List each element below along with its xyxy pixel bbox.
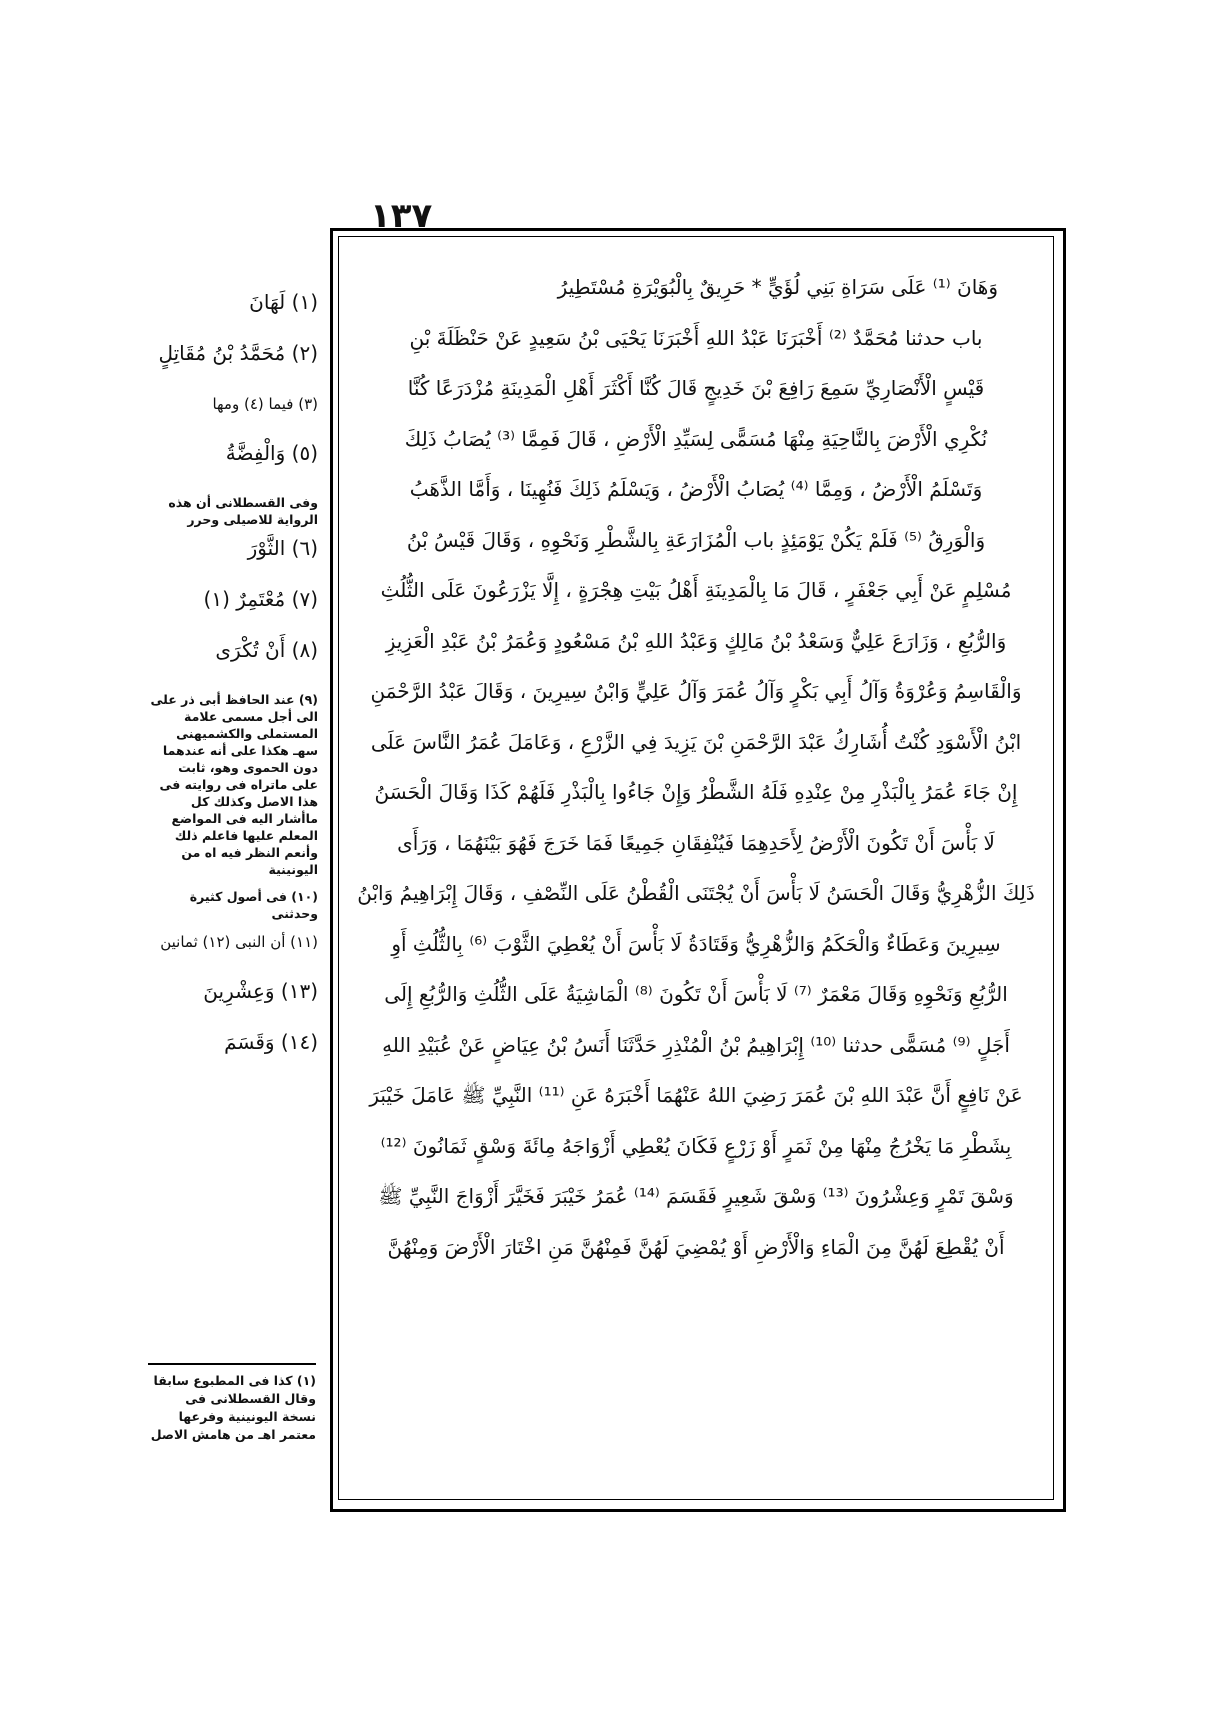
main-line-9: وَالْقَاسِمُ وَعُرْوَةُ وَآلُ أَبِي بَكْرٍ وَآلُ عُمَرَ وَآلُ عَلِيٍّ وَابْنُ سِيرِينَ ، وَقَالَ عَبْدُ الرَّحْمَنِ <box>370 679 1022 703</box>
margin-note-13: (١٣) وَعِشْرِينَ <box>203 979 318 1003</box>
main-line-14: سِيرِينَ وَعَطَاءٌ وَالْحَكَمُ وَالزُّهْرِيُّ وَقَتَادَةُ لَا بَأْسَ أَنْ يُعْطِيَ الثَّوْبَ ⁽⁶⁾ بِالثُّلُثِ أَوِ <box>391 931 1001 956</box>
main-line-7: مُسْلِمٍ عَنْ أَبِي جَعْفَرٍ ، قَالَ مَا بِالْمَدِينَةِ أَهْلُ بَيْتِ هِجْرَةٍ ، إِلَّا يَزْرَعُونَ عَلَى الثُّلُثِ <box>380 578 1012 602</box>
footnote-divider <box>148 1363 316 1365</box>
main-line-3: قَيْسٍ الْأَنْصَارِيِّ سَمِعَ رَافِعَ بْنَ خَدِيجٍ قَالَ كُنَّا أَكْثَرَ أَهْلِ الْمَدِينَةِ مُزْدَرَعًا كُنَّا <box>407 376 985 400</box>
main-line-13: ذَلِكَ الزُّهْرِيُّ وَقَالَ الْحَسَنُ لَا بَأْسَ أَنْ يُجْتَنَى الْقُطْنُ عَلَى النِّصْفِ ، وَقَالَ إِبْرَاهِيمُ وَابْنُ <box>357 881 1035 905</box>
main-line-6: وَالْوَرِقُ ⁽⁵⁾ فَلَمْ يَكُنْ يَوْمَئِذٍ باب الْمُزَارَعَةِ بِالشَّطْرِ وَنَحْوِهِ ، وَقَالَ قَيْسُ بْنُ <box>406 527 986 552</box>
main-line-10: ابْنُ الْأَسْوَدِ كُنْتُ أُشَارِكُ عَبْدَ الرَّحْمَنِ بْنَ يَزِيدَ فِي الزَّرْعِ ، وَعَامَلَ عُمَرُ النَّاسَ عَلَى <box>370 729 1022 754</box>
main-line-17: عَنْ نَافِعٍ أَنَّ عَبْدَ اللهِ بْنَ عُمَرَ رَضِيَ اللهُ عَنْهُمَا أَخْبَرَهُ عَنِ ⁽¹¹⁾ النَّبِيِّ ﷺ عَامَلَ خَيْبَرَ <box>369 1083 1023 1107</box>
main-line-16: أَجَلٍ ⁽⁹⁾ مُسَمًّى حدثنا ⁽¹⁰⁾ إِبْرَاهِيمُ بْنُ الْمُنْذِرِ حَدَّثَنَا أَنَسُ بْنُ عِيَاضٍ عَنْ عُبَيْدِ اللهِ <box>382 1032 1010 1057</box>
margin-note-3: (٣) فيما (٤) ومها <box>212 395 318 413</box>
main-line-2: باب حدثنا مُحَمَّدٌ ⁽²⁾ أَخْبَرَنَا عَبْدُ اللهِ أَخْبَرَنَا يَحْيَى بْنُ سَعِيدٍ عَنْ حَنْظَلَةَ بْنِ <box>409 325 983 350</box>
main-line-8: وَالرُّبُعِ ، وَزَارَعَ عَلِيٌّ وَسَعْدُ بْنُ مَالِكٍ وَعَبْدُ اللهِ بْنُ مَسْعُودٍ وَعُمَرُ بْنُ عَبْدِ الْعَزِيزِ <box>385 628 1007 653</box>
main-line-15: الرُّبُعِ وَنَحْوِهِ وَقَالَ مَعْمَرٌ ⁽⁷⁾ لَا بَأْسَ أَنْ تَكُونَ ⁽⁸⁾ الْمَاشِيَةُ عَلَى الثُّلُثِ وَالرُّبُعِ إِلَى <box>384 982 1008 1006</box>
margin-note-7: (٧) مُعْتَمِرٌ (١) <box>203 587 318 611</box>
main-line-1: وَهَانَ ⁽¹⁾ عَلَى سَرَاةِ بَنِي لُؤَيٍّ * حَرِيقٌ بِالْبُوَيْرَةِ مُسْتَطِيرُ <box>557 275 998 299</box>
page-number: ١٣٧ <box>370 196 433 236</box>
margin-note-8: (٨) أَنْ تُكْرَى <box>215 638 318 662</box>
margin-note-2: (٢) مُحَمَّدُ بْنُ مُقَاتِلٍ <box>158 341 318 365</box>
main-text-block <box>344 262 1048 1272</box>
margin-note-1: (١) لَهَانَ <box>249 290 318 314</box>
main-line-5: وَتَسْلَمُ الْأَرْضُ ، وَمِمَّا ⁽⁴⁾ يُصَابُ الْأَرْضُ ، وَيَسْلَمُ ذَلِكَ فَنُهِينَا ، وَأَمَّا الذَّهَبُ <box>409 477 983 501</box>
margin-note-5: (٥) وَالْفِضَّةُ <box>225 441 318 465</box>
margin-note-11: (١١) أن النبى (١٢) ثمانين <box>160 933 318 951</box>
foot-note: (١) كذا فى المطبوع سابقا وقال القسطلانى فى نسخة اليونينية وفرعها معتمر اهـ من هامش الاصل <box>150 1373 316 1442</box>
main-line-20: أَنْ يُقْطِعَ لَهُنَّ مِنَ الْمَاءِ وَالْأَرْضِ أَوْ يُمْضِيَ لَهُنَّ فَمِنْهُنَّ مَنِ اخْتَارَ الْأَرْضَ وَمِنْهُنَّ <box>387 1234 1005 1259</box>
main-line-11: إِنْ جَاءَ عُمَرُ بِالْبَذْرِ مِنْ عِنْدِهِ فَلَهُ الشَّطْرُ وَإِنْ جَاءُوا بِالْبَذْرِ فَلَهُمْ كَذَا وَقَالَ الْحَسَنُ <box>374 780 1018 804</box>
main-line-12: لَا بَأْسَ أَنْ تَكُونَ الْأَرْضُ لِأَحَدِهِمَا فَيُنْفِقَانِ جَمِيعًا فَمَا خَرَجَ فَهُوَ بَيْنَهُمَا ، وَرَأَى <box>397 830 995 855</box>
margin-note-6: (٦) الثَّوْرَ <box>247 536 318 560</box>
margin-note-qastallani: وفى القسطلانى أن هذه الرواية للاصيلى وحرر <box>168 495 318 527</box>
margin-notes-column <box>148 292 318 1083</box>
main-line-4: نُكْرِي الْأَرْضَ بِالنَّاحِيَةِ مِنْهَا مُسَمًّى لِسَيِّدِ الْأَرْضِ ، قَالَ فَمِمَّا ⁽³⁾ يُصَابُ ذَلِكَ <box>404 426 988 451</box>
margin-note-10: (١٠) فى أصول كثيرة وحدثنى <box>189 889 318 921</box>
main-line-19: وَسْقَ تَمْرٍ وَعِشْرُونَ ⁽¹³⁾ وَسْقَ شَعِيرٍ فَقَسَمَ ⁽¹⁴⁾ عُمَرُ خَيْبَرَ فَخَيَّرَ أَزْوَاجَ النَّبِيِّ ﷺ <box>378 1184 1014 1208</box>
main-line-18: بِشَطْرِ مَا يَخْرُجُ مِنْهَا مِنْ ثَمَرٍ أَوْ زَرْعٍ فَكَانَ يُعْطِي أَزْوَاجَهُ مِائَةَ وَسْقٍ ثَمَانُونَ ⁽¹²⁾ <box>380 1133 1012 1158</box>
margin-note-9: (٩) عند الحافظ أبى ذر على الى أجل مسمى علامة المستملى والكشميهنى سهـ هكذا على أنه عندهما دون الحموى وهو، ثابت على ماتراه فى روايته فى هذا الاصل وكذلك كل ماأشار اليه فى المواضع المعلم عليها فاعلم ذلك وأنعم النظر فيه اه من اليونينية <box>150 692 318 877</box>
margin-note-14: (١٤) وَقَسَمَ <box>224 1030 318 1054</box>
